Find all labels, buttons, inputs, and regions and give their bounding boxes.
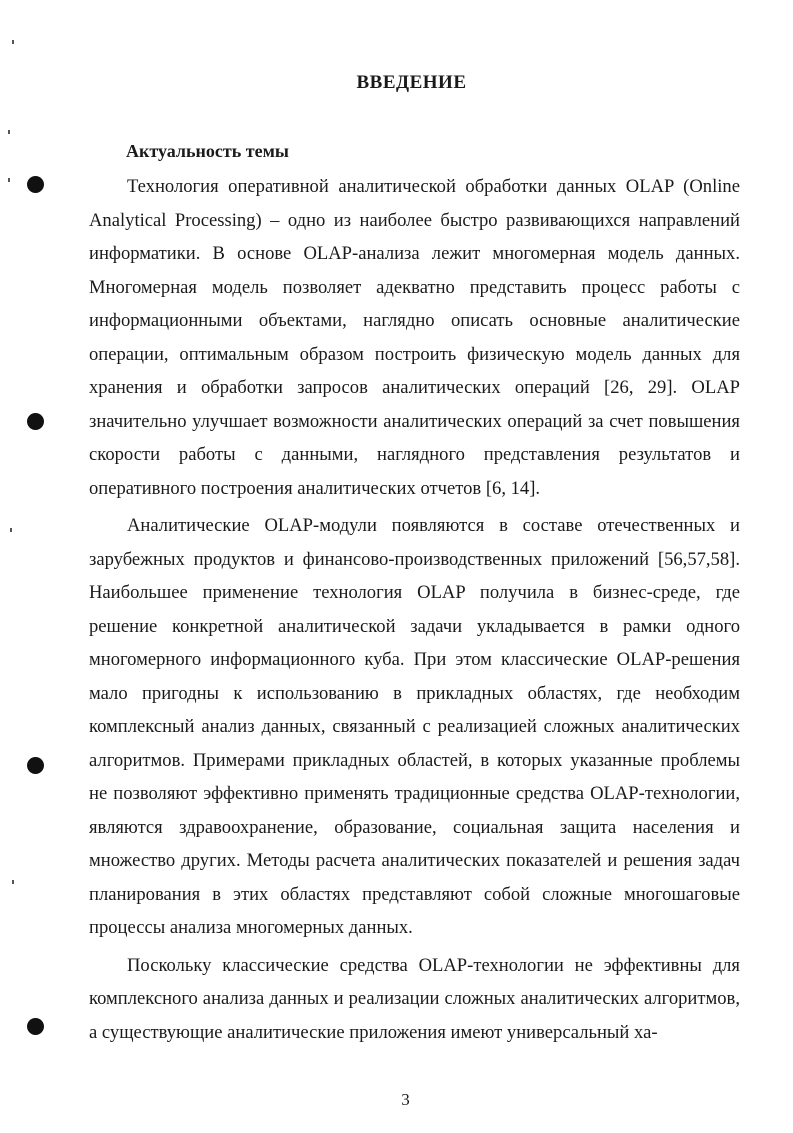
paragraph: Технология оперативной аналитической обработки данных OLAP (Online Analytical Processing) – одно из наиболее быстро развивающихся направлений информатики. В основе OLAP-анализа лежит многомерная модель данных. Многомерная модель позволяет адекватно представить процесс работы с информационными объектами, наглядно описать основные аналитические операции, оптимальным образом построить физическую модель данных для хранения и обработки запросов аналитических операций [26, 29]. OLAP значительно улучшает возможности аналитических операций за счет повышения скорости работы с данными, наглядного представления результатов и оперативного построения аналитических отчетов [6, 14].: [89, 176, 740, 499]
paragraph: Поскольку классические средства OLAP-технологии не эффективны для комплексного анализа данных и реализации сложных аналитических алгоритмов, а существующие аналитические приложения имеют универсальный ха-: [89, 954, 740, 1043]
punch-hole-icon: [27, 413, 44, 430]
page-title: ВВЕДЕНИЕ: [356, 72, 467, 93]
page-number: 3: [401, 1090, 410, 1109]
scan-speck: [12, 880, 14, 884]
body-text: [89, 170, 740, 1049]
scan-speck: [12, 40, 14, 44]
punch-hole-icon: [27, 757, 44, 774]
scan-speck: [8, 130, 10, 134]
section-heading: Актуальность темы: [126, 141, 289, 161]
paragraph: Аналитические OLAP-модули появляются в составе отечественных и зарубежных продуктов и финансово-производственных приложений [56,57,58]. Наибольшее применение технология OLAP получила в бизнес-среде, где решение конкретной аналитической задачи укладывается в рамки одного многомерного информационного куба. При этом классические OLAP-решения мало пригодны к использованию в прикладных областях, где необходим комплексный анализ данных, связанный с реализацией сложных аналитических алгоритмов. Примерами прикладных областей, в которых указанные проблемы не позволяют эффективно применять традиционные средства OLAP-технологии, являются здравоохранение, образование, социальная защита населения и множество других. Методы расчета аналитических показателей и решения задач планирования в этих областях представляют собой сложные многошаговые процессы анализа многомерных данных.: [89, 515, 740, 938]
scan-speck: [8, 178, 10, 182]
scan-speck: [10, 528, 12, 532]
punch-hole-icon: [27, 1018, 44, 1035]
punch-hole-icon: [27, 176, 44, 193]
